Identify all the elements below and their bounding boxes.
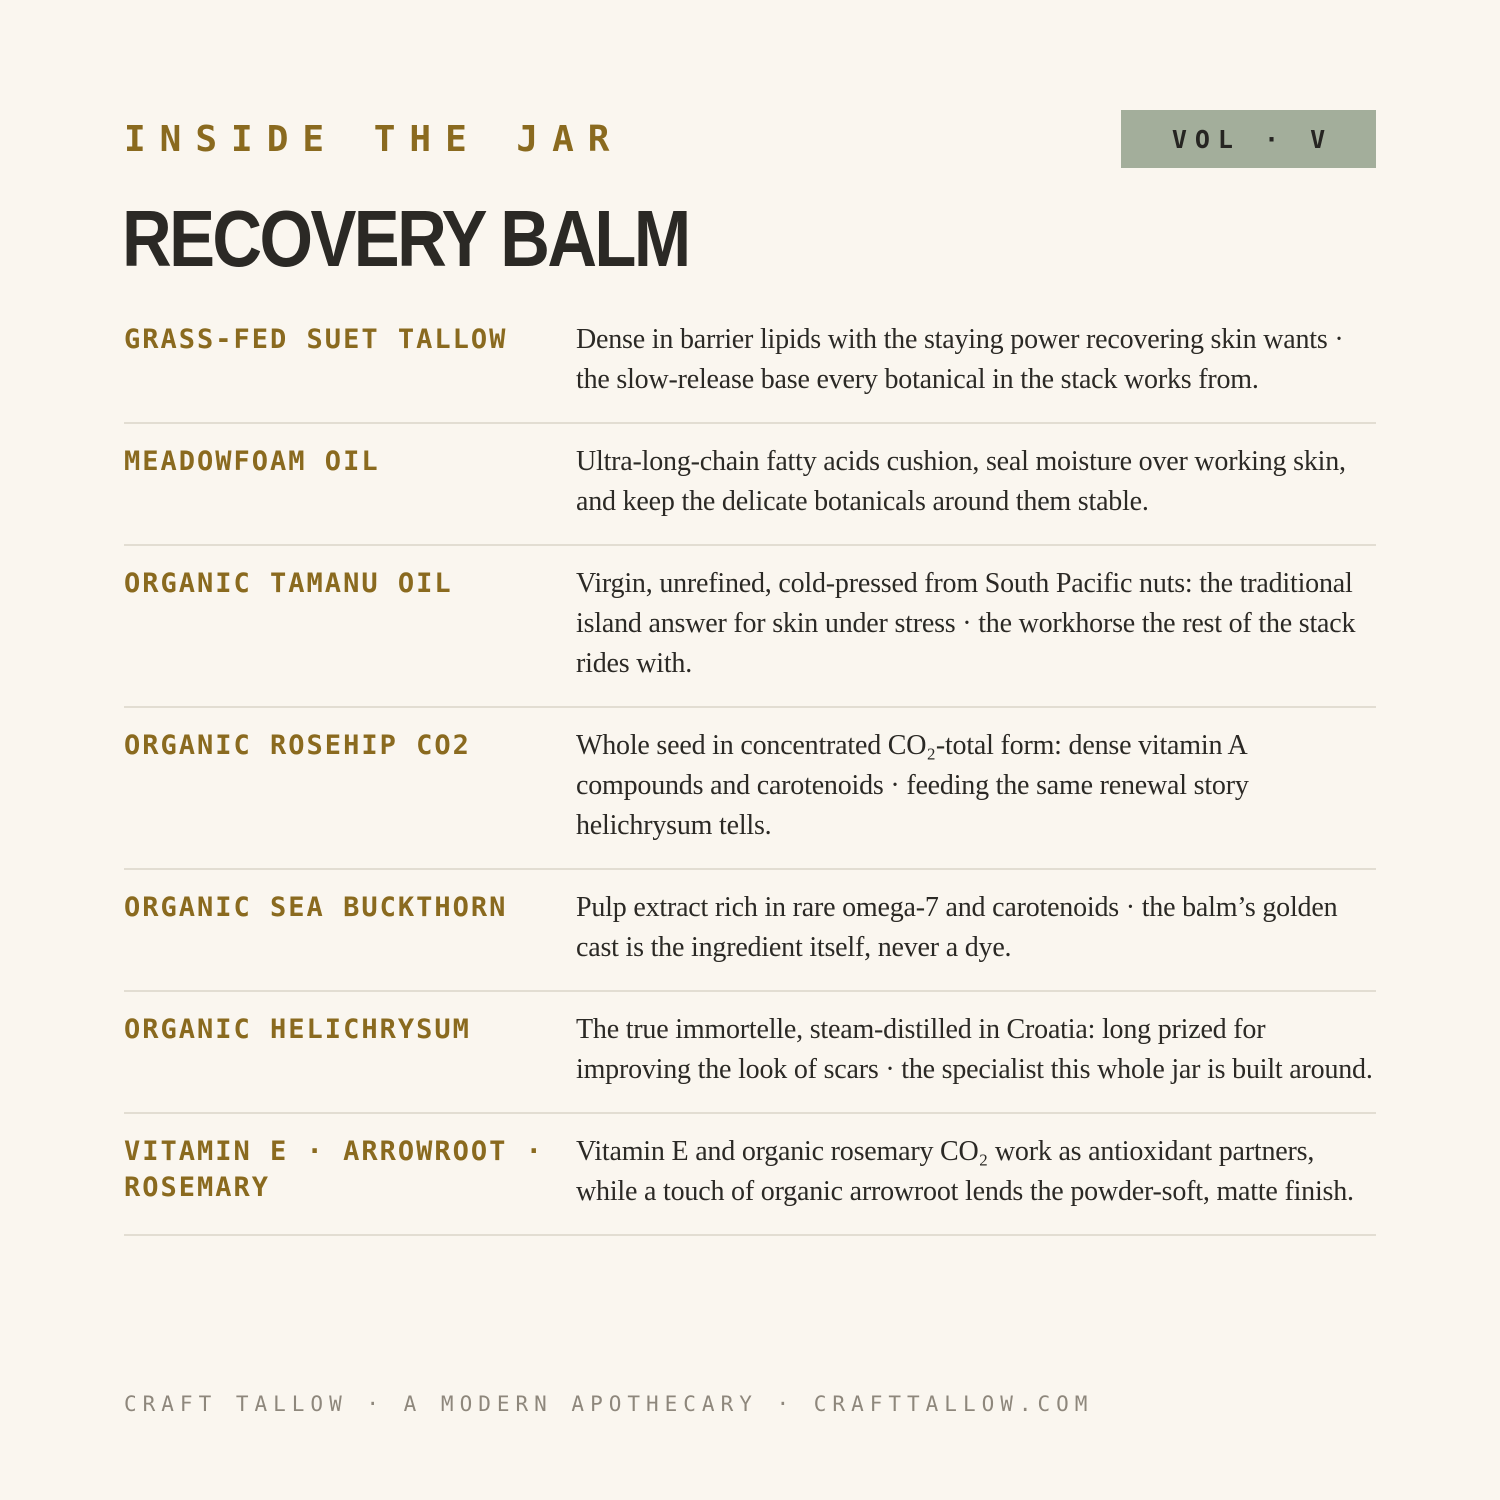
ingredient-description: Dense in barrier lipids with the staying power recovering skin wants · the slow-release base every botanical in the stack works from. bbox=[576, 324, 1344, 395]
ingredient-row-tamanu bbox=[124, 564, 1376, 708]
ingredient-description: Whole seed in concentrated CO₂-total form: dense vitamin A compounds and carotenoids · feeding the same renewal story helichrysum tells. bbox=[576, 730, 1249, 841]
ingredient-row-helichrysum bbox=[124, 1010, 1376, 1114]
ingredient-description: Vitamin E and organic rosemary CO₂ work as antioxidant partners, while a touch of organic arrowroot lends the powder-soft, matte finish. bbox=[576, 1136, 1354, 1207]
ingredient-name: ORGANIC ROSEHIP CO2 bbox=[124, 730, 471, 761]
ingredient-name: ORGANIC TAMANU OIL bbox=[124, 568, 453, 599]
ingredient-description: Virgin, unrefined, cold-pressed from South Pacific nuts: the traditional island answer for skin under stress · the workhorse the rest of the stack rides with. bbox=[576, 568, 1356, 679]
ingredient-name: ORGANIC SEA BUCKTHORN bbox=[124, 892, 508, 923]
ingredient-row-vitamin-e bbox=[124, 1132, 1376, 1236]
page-title: RECOVERY BALM bbox=[122, 194, 689, 283]
ingredient-row-tallow bbox=[124, 320, 1376, 424]
ingredient-name: ORGANIC HELICHRYSUM bbox=[124, 1014, 471, 1045]
volume-badge: VOL · V bbox=[1121, 110, 1376, 168]
ingredient-row-meadowfoam bbox=[124, 442, 1376, 546]
eyebrow-heading: INSIDE THE JAR bbox=[124, 119, 624, 160]
ingredient-name: VITAMIN E · ARROWROOT · ROSEMARY bbox=[124, 1136, 544, 1203]
footer-tagline: CRAFT TALLOW · A MODERN APOTHECARY · CRAFTTALLOW.COM bbox=[124, 1392, 1094, 1416]
ingredient-description: Pulp extract rich in rare omega-7 and carotenoids · the balm’s golden cast is the ingredient itself, never a dye. bbox=[576, 892, 1338, 963]
ingredient-row-sea-buckthorn bbox=[124, 888, 1376, 992]
ingredient-list bbox=[124, 320, 1376, 1254]
ingredient-name: GRASS-FED SUET TALLOW bbox=[124, 324, 508, 355]
ingredient-description: Ultra-long-chain fatty acids cushion, seal moisture over working skin, and keep the delicate botanicals around them stable. bbox=[576, 446, 1346, 517]
ingredient-row-rosehip bbox=[124, 726, 1376, 870]
ingredient-name: MEADOWFOAM OIL bbox=[124, 446, 380, 477]
ingredient-description: The true immortelle, steam-distilled in Croatia: long prized for improving the look of scars · the specialist this whole jar is built around. bbox=[576, 1014, 1373, 1085]
